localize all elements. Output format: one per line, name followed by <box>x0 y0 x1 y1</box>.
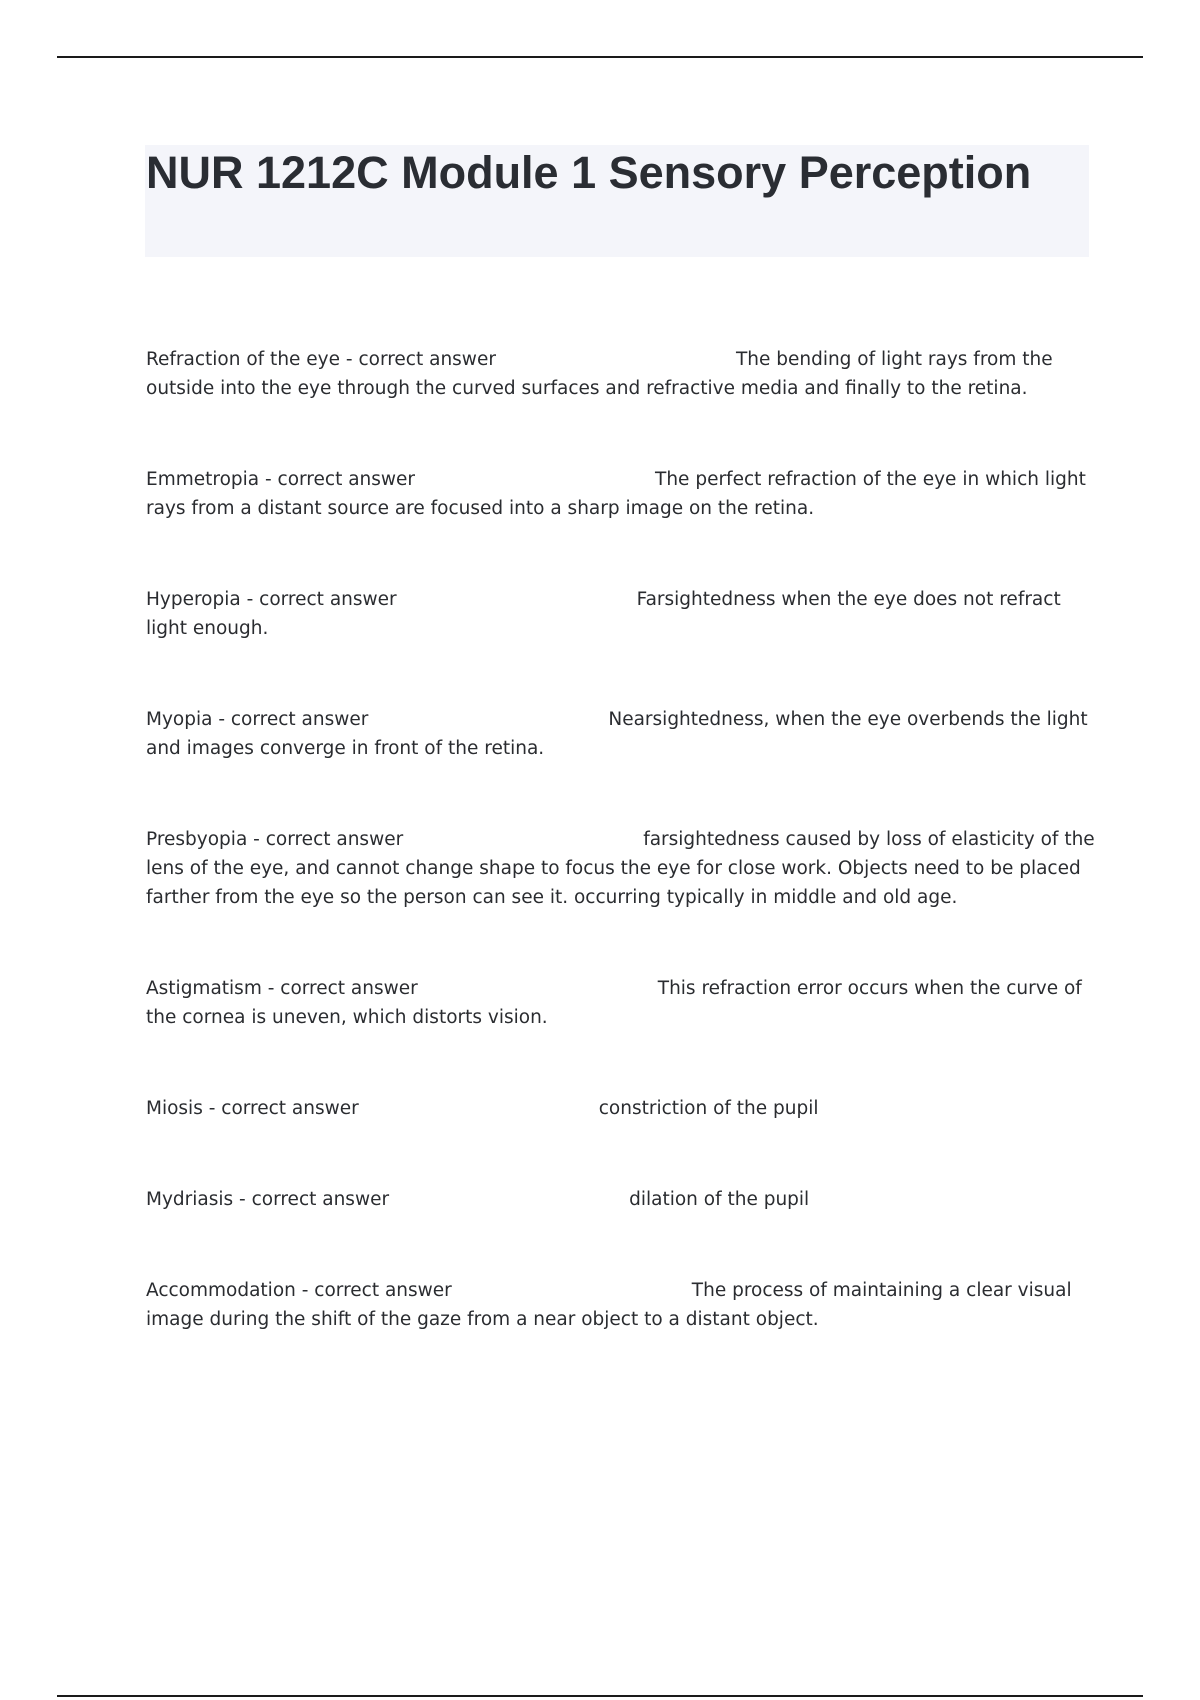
entry-definition: constriction of the pupil <box>598 1098 819 1119</box>
entry-definition: The bending of light rays from the outside into the eye through the curved surfaces and refractive media and finally to the retina. <box>146 349 1053 399</box>
flashcard-entry <box>146 465 1106 523</box>
entry-definition: This refraction error occurs when the curve of the cornea is uneven, which distorts vision. <box>146 978 1082 1028</box>
page-title: NUR 1212C Module 1 Sensory Perception <box>146 147 1032 198</box>
entry-definition: Nearsightedness, when the eye overbends the light and images converge in front of the retina. <box>146 709 1088 759</box>
entry-definition: The perfect refraction of the eye in which light rays from a distant source are focused into a sharp image on the retina. <box>146 469 1086 519</box>
entry-term: Miosis - correct answer <box>146 1098 359 1119</box>
flashcard-entry <box>146 1276 1106 1334</box>
flashcard-entry <box>146 585 1106 643</box>
bottom-rule <box>57 1695 1143 1697</box>
entry-term: Astigmatism - correct answer <box>146 978 418 999</box>
top-rule <box>57 56 1143 58</box>
entry-definition: dilation of the pupil <box>629 1189 810 1210</box>
entry-term: Emmetropia - correct answer <box>146 469 416 490</box>
entry-definition: The process of maintaining a clear visual image during the shift of the gaze from a near object to a distant object. <box>146 1280 1072 1330</box>
entry-term: Presbyopia - correct answer <box>146 829 404 850</box>
flashcard-list <box>146 345 1106 1334</box>
flashcard-entry <box>146 1094 1106 1123</box>
entry-definition: farsightedness caused by loss of elasticity of the lens of the eye, and cannot change shape to focus the eye for close work. Objects need to be placed farther from the eye so the person can see it. occurring typically in middle and old age. <box>146 829 1095 908</box>
entry-term: Mydriasis - correct answer <box>146 1189 390 1210</box>
entry-definition: Farsightedness when the eye does not refract light enough. <box>146 589 1061 639</box>
entry-term: Myopia - correct answer <box>146 709 369 730</box>
entry-term: Hyperopia - correct answer <box>146 589 397 610</box>
flashcard-entry <box>146 1185 1106 1214</box>
flashcard-entry <box>146 345 1106 403</box>
entry-term: Refraction of the eye - correct answer <box>146 349 496 370</box>
entry-term: Accommodation - correct answer <box>146 1280 452 1301</box>
flashcard-entry <box>146 825 1106 912</box>
flashcard-entry <box>146 705 1106 763</box>
flashcard-entry <box>146 974 1106 1032</box>
